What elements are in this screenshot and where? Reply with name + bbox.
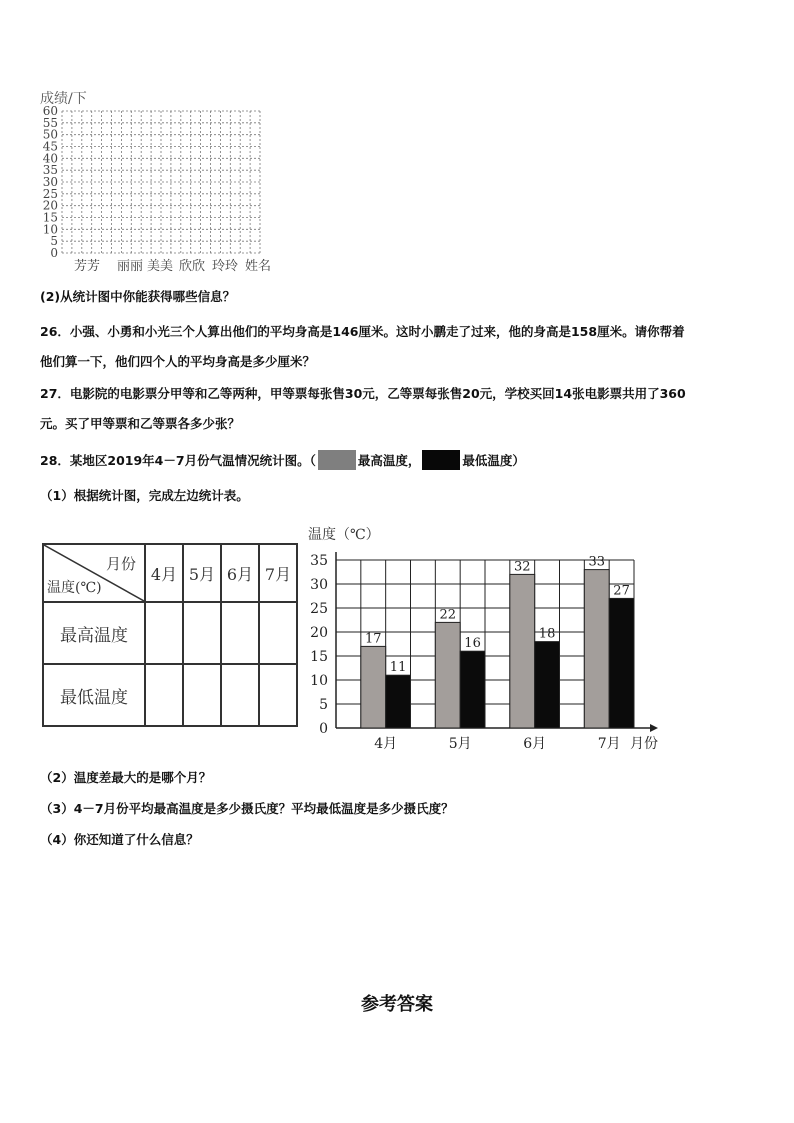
question-28-part-1: （1）根据统计图，完成左边统计表。 [40,488,249,503]
temperature-bar-chart [300,520,665,755]
y-tick-label: 15 [310,649,328,665]
temperature-stats-table [42,543,298,727]
y-tick-label: 25 [310,601,328,617]
y-tick-label: 30 [310,577,328,593]
data-label-low: 11 [389,660,407,676]
grid-y-tick: 10 [42,222,58,237]
legend-high-label: 最高温度， [357,453,421,468]
blank-grid-chart [30,103,290,278]
row-label-high: 最高温度 [43,602,145,664]
grid-y-tick: 40 [42,151,58,166]
month-header: 4月 [145,544,183,602]
data-label-low: 18 [538,626,556,642]
data-label-low: 27 [613,583,630,599]
bar-low [460,651,485,728]
question-28 [40,450,525,471]
row-label-low: 最低温度 [43,664,145,726]
x-tick-label: 6月 [523,736,547,752]
grid-x-axis-label: 姓名 [244,259,272,274]
table-cell[interactable] [183,664,221,726]
grid-y-tick: 60 [42,104,58,118]
question-26-line-2: 他们算一下，他们四个人的平均身高是多少厘米？ [40,354,316,369]
grid-y-tick: 55 [42,115,58,130]
table-cell[interactable] [221,602,259,664]
x-axis-arrow-icon [650,724,658,732]
data-label-high: 32 [513,559,531,575]
data-label-high: 33 [588,554,606,570]
grid-x-label: 丽丽 [116,259,144,274]
table-cell[interactable] [145,664,183,726]
data-label-high: 17 [364,631,382,647]
month-header: 6月 [221,544,259,602]
header-temp-label: 温度(℃) [47,580,102,596]
grid-x-label: 欣欣 [178,259,206,274]
legend-low-swatch [422,450,460,470]
grid-y-tick: 35 [42,163,58,178]
grid-y-tick: 25 [42,186,58,201]
bar-high [584,570,609,728]
data-label-low: 16 [464,636,481,652]
grid-y-tick: 5 [50,234,58,249]
y-tick-label: 35 [310,553,328,569]
table-cell[interactable] [183,602,221,664]
bar-high [435,622,460,728]
table-cell[interactable] [259,664,297,726]
grid-x-label: 芳芳 [73,259,101,274]
grid-x-label: 玲玲 [211,259,239,274]
legend-low-label: 最低温度） [462,453,525,468]
y-axis-label: 温度（℃） [308,527,380,543]
bar-low [386,675,411,728]
x-axis-label: 月份 [630,736,658,752]
grid-y-axis-label: 成绩/下 [40,91,87,107]
table-corner-header [43,544,145,602]
question-27-line-1: 27．电影院的电影票分甲等和乙等两种，甲等票每张售30元，乙等票每张售20元，学校买回14张电影票共用了360 [40,386,686,401]
grid-x-label: 美美 [146,259,174,274]
x-tick-label: 4月 [374,736,398,752]
bar-high [361,646,386,728]
bar-low [609,598,634,728]
question-28-part-2: （2）温度差最大的是哪个月？ [40,770,212,785]
table-cell[interactable] [221,664,259,726]
table-cell[interactable] [145,602,183,664]
y-tick-label: 0 [319,721,328,737]
table-cell[interactable] [259,602,297,664]
question-25-part-2: (2)从统计图中你能获得哪些信息？ [40,289,236,304]
grid-y-tick: 45 [42,139,58,154]
header-month-label: 月份 [105,555,136,573]
grid-y-tick: 20 [42,198,58,213]
grid-y-tick: 30 [42,175,58,189]
answer-section-title: 参考答案 [361,994,433,1015]
y-tick-label: 5 [319,697,328,713]
bar-high [510,574,535,728]
question-28-part-4: （4）你还知道了什么信息？ [40,832,199,847]
month-header: 5月 [183,544,221,602]
question-26-line-1: 26．小强、小勇和小光三个人算出他们的平均身高是146厘米。这时小鹏走了过来，他的身高是158厘米。请你帮着 [40,324,685,339]
grid-y-tick: 50 [42,127,58,142]
x-tick-label: 5月 [448,736,472,752]
question-27-line-2: 元。买了甲等票和乙等票各多少张？ [40,416,241,431]
data-label-high: 22 [439,607,457,623]
question-28-part-3: （3）4－7月份平均最高温度是多少摄氏度？平均最低温度是多少摄氏度？ [40,801,454,816]
x-tick-label: 7月 [597,736,621,752]
y-tick-label: 20 [310,625,328,641]
bar-low [535,642,560,728]
y-tick-label: 10 [310,673,328,689]
question-28-prefix: 28．某地区2019年4－7月份气温情况统计图。（ [40,453,316,468]
legend-high-swatch [318,450,356,470]
grid-y-tick: 0 [50,246,58,260]
month-header: 7月 [259,544,297,602]
grid-y-tick: 15 [42,210,58,225]
